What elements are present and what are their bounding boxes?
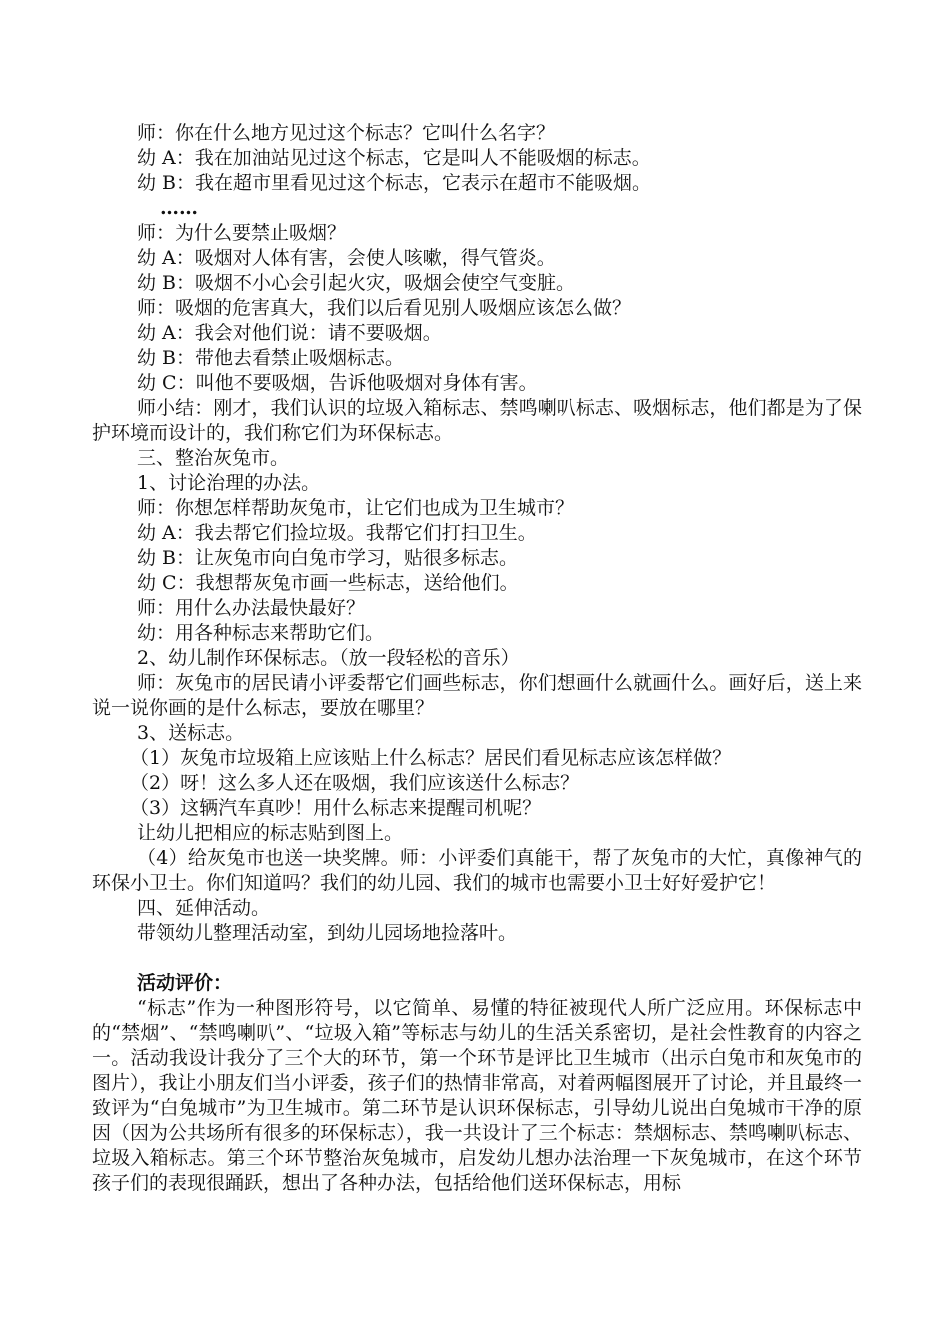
step-heading: 2、幼儿制作环保标志。（放一段轻松的音乐） [137,647,520,669]
spacer [92,946,862,971]
evaluation-heading: 活动评价： [137,972,233,994]
dialog-line: 幼 B：吸烟不小心会引起火灾，吸烟会使空气变脏。 [137,272,576,294]
dialog-line: 师：吸烟的危害真大，我们以后看见别人吸烟应该怎么做？ [137,297,632,319]
dialog-line: 师：用什么办法最快最好？ [137,597,366,619]
question-line: （1）灰兔市垃圾箱上应该贴上什么标志？居民们看见标志应该怎样做？ [130,747,732,769]
evaluation-paragraph: “标志”作为一种图形符号，以它简单、易懂的特征被现代人所广泛应用。环保标志中的“禁烟”、“禁鸣喇叭”、“垃圾入箱”等标志与幼儿的生活关系密切，是社会性教育的内容之一。活动我设计我分了三个大的环节，第一个环节是评比卫生城市（出示白兔市和灰兔市的图片），我让小朋友们当小评委，孩子们的热情非常高，对着两幅图展开了讨论，并且最终一致评为“白兔城市”为卫生城市。第二环节是认识环保标志，引导幼儿说出白兔城市干净的原因（因为公共场所有很多的环保标志），我一共设计了三个标志：禁烟标志、禁鸣喇叭标志、垃圾入箱标志。第三个环节整治灰兔城市，启发幼儿想办法治理一下灰兔城市，在这个环节孩子们的表现很踊跃，想出了各种办法，包括给他们送环保标志，用标 [92,997,862,1194]
dialog-line: 师：你想怎样帮助灰兔市，让它们也成为卫生城市？ [137,497,575,519]
dialog-line: 师：你在什么地方见过这个标志？它叫什么名字？ [137,122,556,144]
dialog-line: 师：为什么要禁止吸烟？ [137,222,347,244]
dialog-line: 幼 C：叫他不要吸烟，告诉他吸烟对身体有害。 [137,372,538,394]
dialog-line: 幼 A：吸烟对人体有害，会使人咳嗽，得气管炎。 [137,247,556,269]
award-paragraph: （4）给灰兔市也送一块奖牌。师：小评委们真能干，帮了灰兔市的大忙，真像神气的环保小卫士。你们知道吗？我们的幼儿园、我们的城市也需要小卫士好好爱护它！ [92,847,862,894]
question-line: （3）这辆汽车真吵！用什么标志来提醒司机呢？ [130,797,542,819]
teacher-summary: 师小结：刚才，我们认识的垃圾入箱标志、禁鸣喇叭标志、吸烟标志，他们都是为了保护环境而设计的，我们称它们为环保标志。 [92,397,862,444]
section-heading: 四、延伸活动。 [137,897,271,919]
step-heading: 1、讨论治理的办法。 [137,472,321,494]
dialog-line: 幼 B：让灰兔市向白兔市学习，贴很多标志。 [137,547,519,569]
dialog-line: 幼 B：带他去看禁止吸烟标志。 [137,347,405,369]
document-body [92,121,862,1196]
dialog-line: 幼 A：我在加油站见过这个标志，它是叫人不能吸烟的标志。 [137,147,651,169]
step-heading: 3、送标志。 [137,722,245,744]
step-paragraph: 师：灰兔市的居民请小评委帮它们画些标志，你们想画什么就画什么。画好后，送上来说一说你画的是什么标志，要放在哪里？ [92,672,862,719]
ellipsis-line: …… [160,197,198,219]
dialog-line: 幼 A：我去帮它们捡垃圾。我帮它们打扫卫生。 [137,522,537,544]
section-heading: 三、整治灰兔市。 [137,447,290,469]
extension-activity: 带领幼儿整理活动室，到幼儿园场地捡落叶。 [137,922,518,944]
instruction-line: 让幼儿把相应的标志贴到图上。 [137,822,404,844]
dialog-line: 幼 C：我想帮灰兔市画一些标志，送给他们。 [137,572,519,594]
question-line: （2）呀！这么多人还在吸烟，我们应该送什么标志？ [130,772,580,794]
dialog-line: 幼：用各种标志来帮助它们。 [137,622,385,644]
dialog-line: 幼 B：我在超市里看见过这个标志，它表示在超市不能吸烟。 [137,172,652,194]
dialog-line: 幼 A：我会对他们说：请不要吸烟。 [137,322,442,344]
